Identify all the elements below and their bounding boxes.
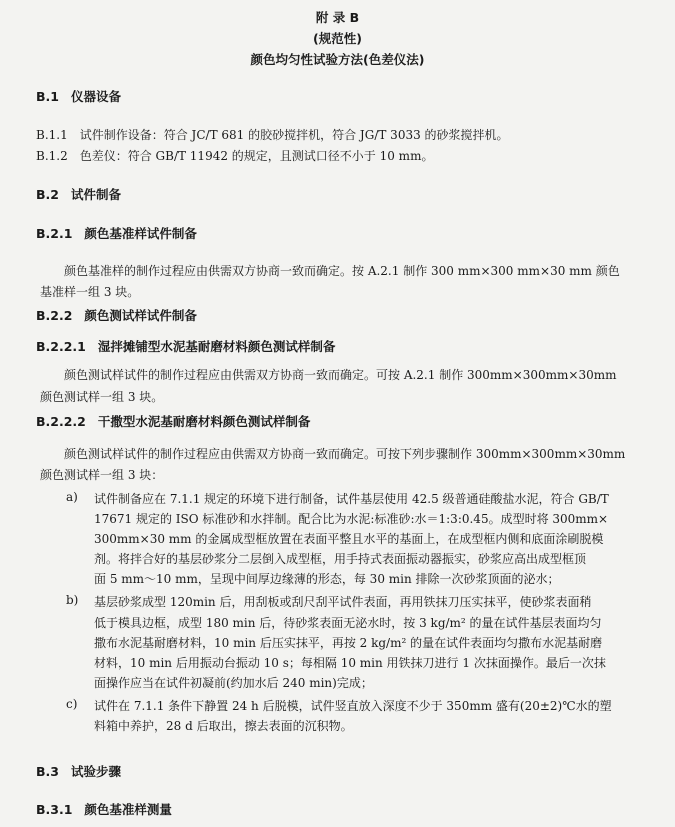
list-line: 试件制备应在 7.1.1 规定的环境下进行制备，试件基层使用 42.5 级普通硅酸盐水泥，符合 GB/T [94,492,609,506]
section-number: B.3.1 [36,802,73,817]
paragraph-line: 颜色测试样试件的制作过程应由供需双方协商一致而确定。可按下列步骤制作 300mm×300mm×30mm [64,447,626,461]
section-number: B.1 [36,89,59,104]
section-heading [36,185,121,203]
paragraph-line: 基准样一组 3 块。 [40,285,140,299]
subsection-heading [36,306,197,324]
list-line: 基层砂浆成型 120min 后，用刮板或刮尺刮平试件表面，再用铁抹刀压实抹平，使砂浆表面稍 [94,595,592,609]
appendix-nature: (规范性) [313,31,362,46]
section-number: B.3 [36,764,59,779]
list-line: 材料，10 min 后用振动台振动 10 s；每相隔 10 min 用铁抹刀进行 1 次抹面操作。最后一次抹 [94,656,606,670]
appendix-label: 附 录 B [315,10,360,25]
list-marker: a) [66,490,78,504]
section-number: B.2.1 [36,226,73,241]
list-line: 试件在 7.1.1 条件下静置 24 h 后脱模，试件竖直放入深度不少于 350mm 盛有(20±2)℃水的塑 [94,699,612,713]
clause [36,126,509,143]
list-line: 低于模具边框，成型 180 min 后，待砂浆表面无泌水时，按 3 kg/m² 的量在试件基层表面均匀 [94,616,602,630]
section-title: 试验步骤 [70,764,121,779]
list-marker: b) [66,593,79,607]
section-title: 颜色测试样试件制备 [84,308,197,323]
clause-number: B.1.2 [36,149,68,163]
section-title: 干撒型水泥基耐磨材料颜色测试样制备 [97,414,311,429]
section-title: 湿拌摊铺型水泥基耐磨材料颜色测试样制备 [97,339,336,354]
clause [36,147,433,164]
section-number: B.2.2 [36,308,73,323]
subsection-heading [36,800,172,818]
clause-text: 试件制作设备：符合 JC/T 681 的胶砂搅拌机，符合 JG/T 3033 的砂浆搅拌机。 [79,128,509,142]
clause-text: 色差仪：符合 GB/T 11942 的规定，且测试口径不小于 10 mm。 [79,149,434,163]
clause-number: B.1.1 [36,128,68,142]
paragraph-line: 颜色测试样一组 3 块。 [40,390,164,404]
list-line: 17671 规定的 ISO 标准砂和水拌制。配合比为水泥:标准砂:水＝1:3:0.45。成型时将 300mm× [94,512,609,526]
section-number: B.2 [36,187,59,202]
list-line: 剂。将拌合好的基层砂浆分二层倒入成型框，用手持式表面振动器振实，砂浆应高出成型框顶 [94,552,587,566]
section-heading [36,762,121,780]
section-title: 仪器设备 [70,89,121,104]
appendix-title: 颜色均匀性试验方法(色差仪法) [250,52,425,67]
list-marker: c) [66,697,78,711]
subsubsection-heading [36,412,310,430]
section-title: 颜色基准样测量 [84,802,172,817]
list-line: 撒布水泥基耐磨材料，10 min 后压实抹平，再按 2 kg/m² 的量在试件表面均匀撒布水泥基耐磨 [94,636,603,650]
section-title: 颜色基准样试件制备 [84,226,197,241]
section-heading [36,87,121,105]
paragraph-line: 颜色测试样试件的制作过程应由供需双方协商一致而确定。可按 A.2.1 制作 300mm×300mm×30mm [64,368,617,382]
list-line: 面操作应当在试件初凝前(约加水后 240 min)完成； [94,676,373,690]
list-line: 300mm×30 mm 的金属成型框放置在表面平整且水平的基面上，在成型框内侧和底面涂刷脱模 [94,532,604,546]
subsubsection-heading [36,337,335,355]
list-line: 面 5 mm～10 mm，呈现中间厚边缘薄的形态，每 30 min 排除一次砂浆顶面的泌水； [94,572,560,586]
section-number: B.2.2.1 [36,339,86,354]
subsection-heading [36,224,197,242]
paragraph-line: 颜色测试样一组 3 块： [40,468,164,482]
paragraph-line: 颜色基准样的制作过程应由供需双方协商一致而确定。按 A.2.1 制作 300 mm×300 mm×30 mm 颜色 [64,264,620,278]
list-line: 料箱中养护，28 d 后取出，擦去表面的沉积物。 [94,719,353,733]
section-title: 试件制备 [70,187,121,202]
section-number: B.2.2.2 [36,414,86,429]
